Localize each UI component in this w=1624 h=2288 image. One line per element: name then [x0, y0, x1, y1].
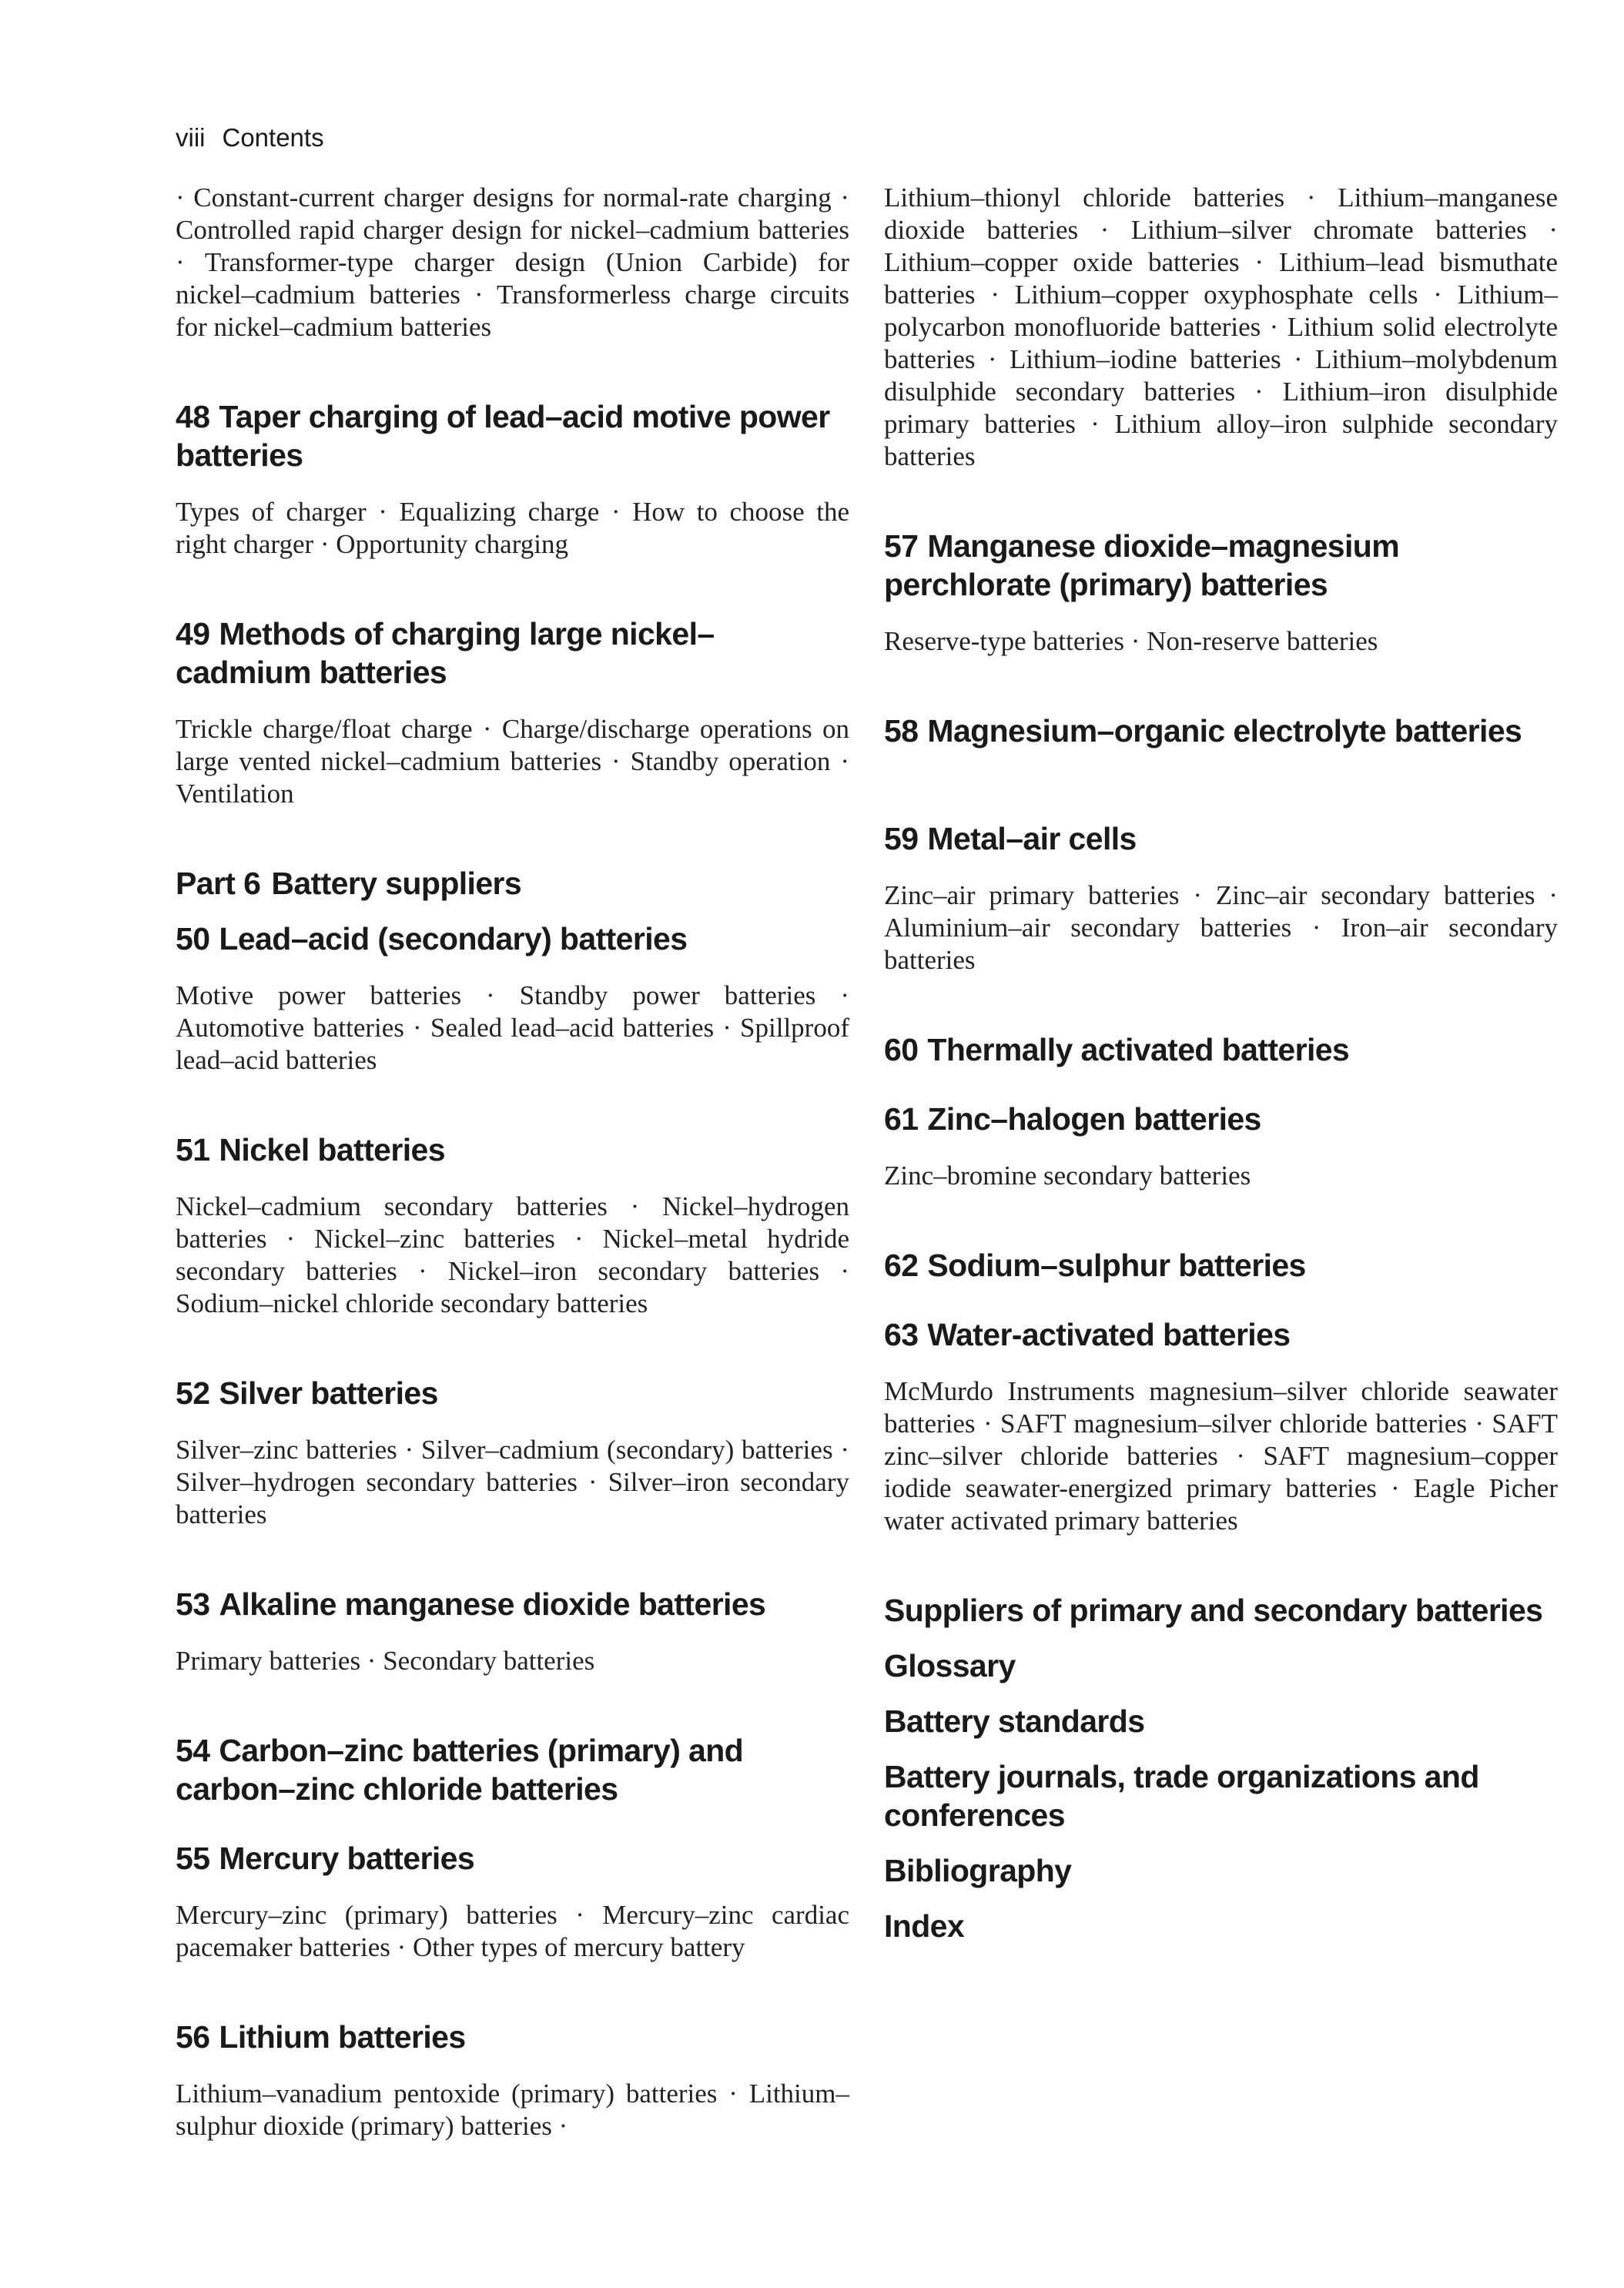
right-column [884, 182, 1558, 1962]
backmatter-title: Glossary [884, 1648, 1016, 1683]
toc-entry-55[interactable] [176, 1839, 849, 1964]
chapter-heading [176, 1374, 849, 1412]
chapter-topics: Nickel–cadmium secondary batteries · Nickel–hydrogen batteries · Nickel–zinc batteries · Nickel–metal hydride secondary batteries · Nickel–iron secondary batteries · Sodium–nickel chloride secondary batteries [176, 1191, 849, 1318]
chapter-title: Lithium batteries [219, 2019, 466, 2055]
chapter-topics: Mercury–zinc (primary) batteries · Mercury–zinc cardiac pacemaker batteries · Other types of mercury battery [176, 1900, 849, 1962]
toc-entry-63[interactable] [884, 1315, 1558, 1537]
chapter-title: Taper charging of lead–acid motive power batteries [176, 399, 830, 473]
chapter-heading [884, 1315, 1558, 1354]
chapter-title: Sodium–sulphur batteries [927, 1248, 1306, 1283]
chapter-number: 53 [176, 1586, 210, 1622]
chapter-number: 52 [176, 1375, 210, 1411]
chapter-number: 62 [884, 1248, 919, 1283]
toc-entry-52[interactable] [176, 1374, 849, 1531]
toc-entry-glossary[interactable] [884, 1646, 1558, 1685]
page-number: viii [176, 123, 206, 152]
chapter-number: 57 [884, 528, 919, 564]
chapter-heading [884, 1030, 1558, 1069]
chapter-topics: McMurdo Instruments magnesium–silver chloride seawater batteries · SAFT magnesium–silver chloride batteries · SAFT zinc–silver chloride batteries · SAFT magnesium–copper iodide seawater-energized primary batteries · Eagle Picher water activated primary batteries [884, 1376, 1558, 1536]
chapter-heading [176, 1131, 849, 1169]
part-title: Battery suppliers [271, 866, 522, 901]
chapter-number: 49 [176, 616, 210, 652]
chapter-number: 58 [884, 713, 919, 749]
left-column [176, 182, 849, 2196]
chapter-title: Zinc–halogen batteries [927, 1101, 1261, 1137]
chapter-heading [884, 1100, 1558, 1138]
chapter-topics: Trickle charge/float charge · Charge/discharge operations on large vented nickel–cadmium batteries · Standby operation · Ventilation [176, 714, 849, 809]
toc-entry-56[interactable] [176, 2018, 849, 2142]
chapter-title: Water-activated batteries [927, 1317, 1291, 1352]
toc-entry-62[interactable] [884, 1246, 1558, 1285]
chapter-title: Manganese dioxide–magnesium perchlorate (primary) batteries [884, 528, 1400, 602]
part-label: Part 6 [176, 866, 261, 901]
toc-entry-54[interactable] [176, 1731, 849, 1808]
toc-entry-index[interactable] [884, 1907, 1558, 1945]
toc-entry-suppliers[interactable] [884, 1591, 1558, 1630]
toc-entry-standards[interactable] [884, 1702, 1558, 1740]
chapter-title: Carbon–zinc batteries (primary) and carbon–zinc chloride batteries [176, 1733, 744, 1807]
chapter-heading [884, 712, 1558, 750]
chapter-topics: Motive power batteries · Standby power batteries · Automotive batteries · Sealed lead–acid batteries · Spillproof lead–acid batteries [176, 980, 849, 1075]
chapter-topics: Reserve-type batteries · Non-reserve batteries [884, 626, 1378, 656]
chapter-title: Metal–air cells [927, 821, 1137, 856]
chapter-title: Lead–acid (secondary) batteries [219, 921, 688, 956]
toc-entry-bibliography[interactable] [884, 1851, 1558, 1890]
toc-entry-61[interactable] [884, 1100, 1558, 1192]
toc-entry-60[interactable] [884, 1030, 1558, 1069]
backmatter-title: Bibliography [884, 1853, 1072, 1888]
backmatter-title: Battery standards [884, 1703, 1145, 1739]
chapter-heading [176, 1731, 849, 1808]
chapter-title: Thermally activated batteries [927, 1032, 1350, 1067]
chapter-heading [884, 819, 1558, 858]
toc-entry-51[interactable] [176, 1131, 849, 1320]
chapter-heading [884, 527, 1558, 604]
toc-entry-49[interactable] [176, 615, 849, 810]
toc-entry-50[interactable] [176, 920, 849, 1077]
chapter-heading [176, 920, 849, 958]
chapter-number: 55 [176, 1841, 210, 1876]
backmatter-title: Battery journals, trade organizations and conferences [884, 1759, 1479, 1833]
chapter-topics: Primary batteries · Secondary batteries [176, 1646, 595, 1676]
toc-entry-journals[interactable] [884, 1757, 1558, 1834]
chapter-title: Magnesium–organic electrolyte batteries [927, 713, 1522, 749]
backmatter-title: Index [884, 1908, 965, 1944]
chapter-heading [176, 615, 849, 692]
chapter-title: Mercury batteries [219, 1841, 475, 1876]
chapter-topics: Lithium–thionyl chloride batteries · Lithium–manganese dioxide batteries · Lithium–silver chromate batteries · Lithium–copper oxide batteries · Lithium–lead bismuthate batteries · Lithium–copper oxyphosphate cells · Lithium–polycarbon monofluoride batteries · Lithium solid electrolyte batteries · Lithium–iodine batteries · Lithium–molybdenum disulphide secondary batteries · Lithium–iron disulphide primary batteries · Lithium alloy–iron sulphide secondary batteries [884, 183, 1558, 471]
chapter-topics: Types of charger · Equalizing charge · How to choose the right charger · Opportunity charging [176, 497, 849, 559]
toc-entry-57[interactable] [884, 527, 1558, 658]
chapter-topics: · Constant-current charger designs for normal-rate charging · Controlled rapid charger design for nickel–cadmium batteries · Transformer-type charger design (Union Carbide) for nickel–cadmium batteries · Transformerless charge circuits for nickel–cadmium batteries [176, 183, 849, 342]
chapter-number: 56 [176, 2019, 210, 2055]
running-head [176, 123, 324, 152]
running-head-title: Contents [222, 123, 324, 152]
chapter-number: 60 [884, 1032, 919, 1067]
chapter-title: Alkaline manganese dioxide batteries [219, 1586, 766, 1622]
toc-entry-58[interactable] [884, 712, 1558, 750]
chapter-title: Methods of charging large nickel–cadmium batteries [176, 616, 715, 690]
chapter-title: Silver batteries [219, 1375, 438, 1411]
toc-entry-59[interactable] [884, 819, 1558, 977]
chapter-number: 48 [176, 399, 210, 434]
chapter-number: 50 [176, 921, 210, 956]
chapter-topics: Zinc–bromine secondary batteries [884, 1161, 1251, 1191]
chapter-heading [176, 1585, 849, 1623]
chapter-heading [176, 397, 849, 474]
chapter-topics: Lithium–vanadium pentoxide (primary) batteries · Lithium–sulphur dioxide (primary) batteries · [176, 2079, 849, 2141]
backmatter-title: Suppliers of primary and secondary batteries [884, 1593, 1543, 1628]
toc-entry-47-continued [176, 182, 849, 343]
toc-entry-53[interactable] [176, 1585, 849, 1677]
toc-entry-56-continued [884, 182, 1558, 473]
part-heading[interactable] [176, 864, 849, 903]
chapter-topics: Silver–zinc batteries · Silver–cadmium (secondary) batteries · Silver–hydrogen secondary batteries · Silver–iron secondary batteries [176, 1435, 849, 1529]
chapter-heading [176, 1839, 849, 1878]
chapter-title: Nickel batteries [219, 1132, 445, 1167]
toc-entry-48[interactable] [176, 397, 849, 561]
chapter-number: 51 [176, 1132, 210, 1167]
chapter-number: 61 [884, 1101, 919, 1137]
chapter-number: 63 [884, 1317, 919, 1352]
chapter-heading [176, 2018, 849, 2056]
chapter-topics: Zinc–air primary batteries · Zinc–air secondary batteries · Aluminium–air secondary batteries · Iron–air secondary batteries [884, 880, 1558, 975]
chapter-heading [884, 1246, 1558, 1285]
chapter-number: 59 [884, 821, 919, 856]
chapter-number: 54 [176, 1733, 210, 1768]
